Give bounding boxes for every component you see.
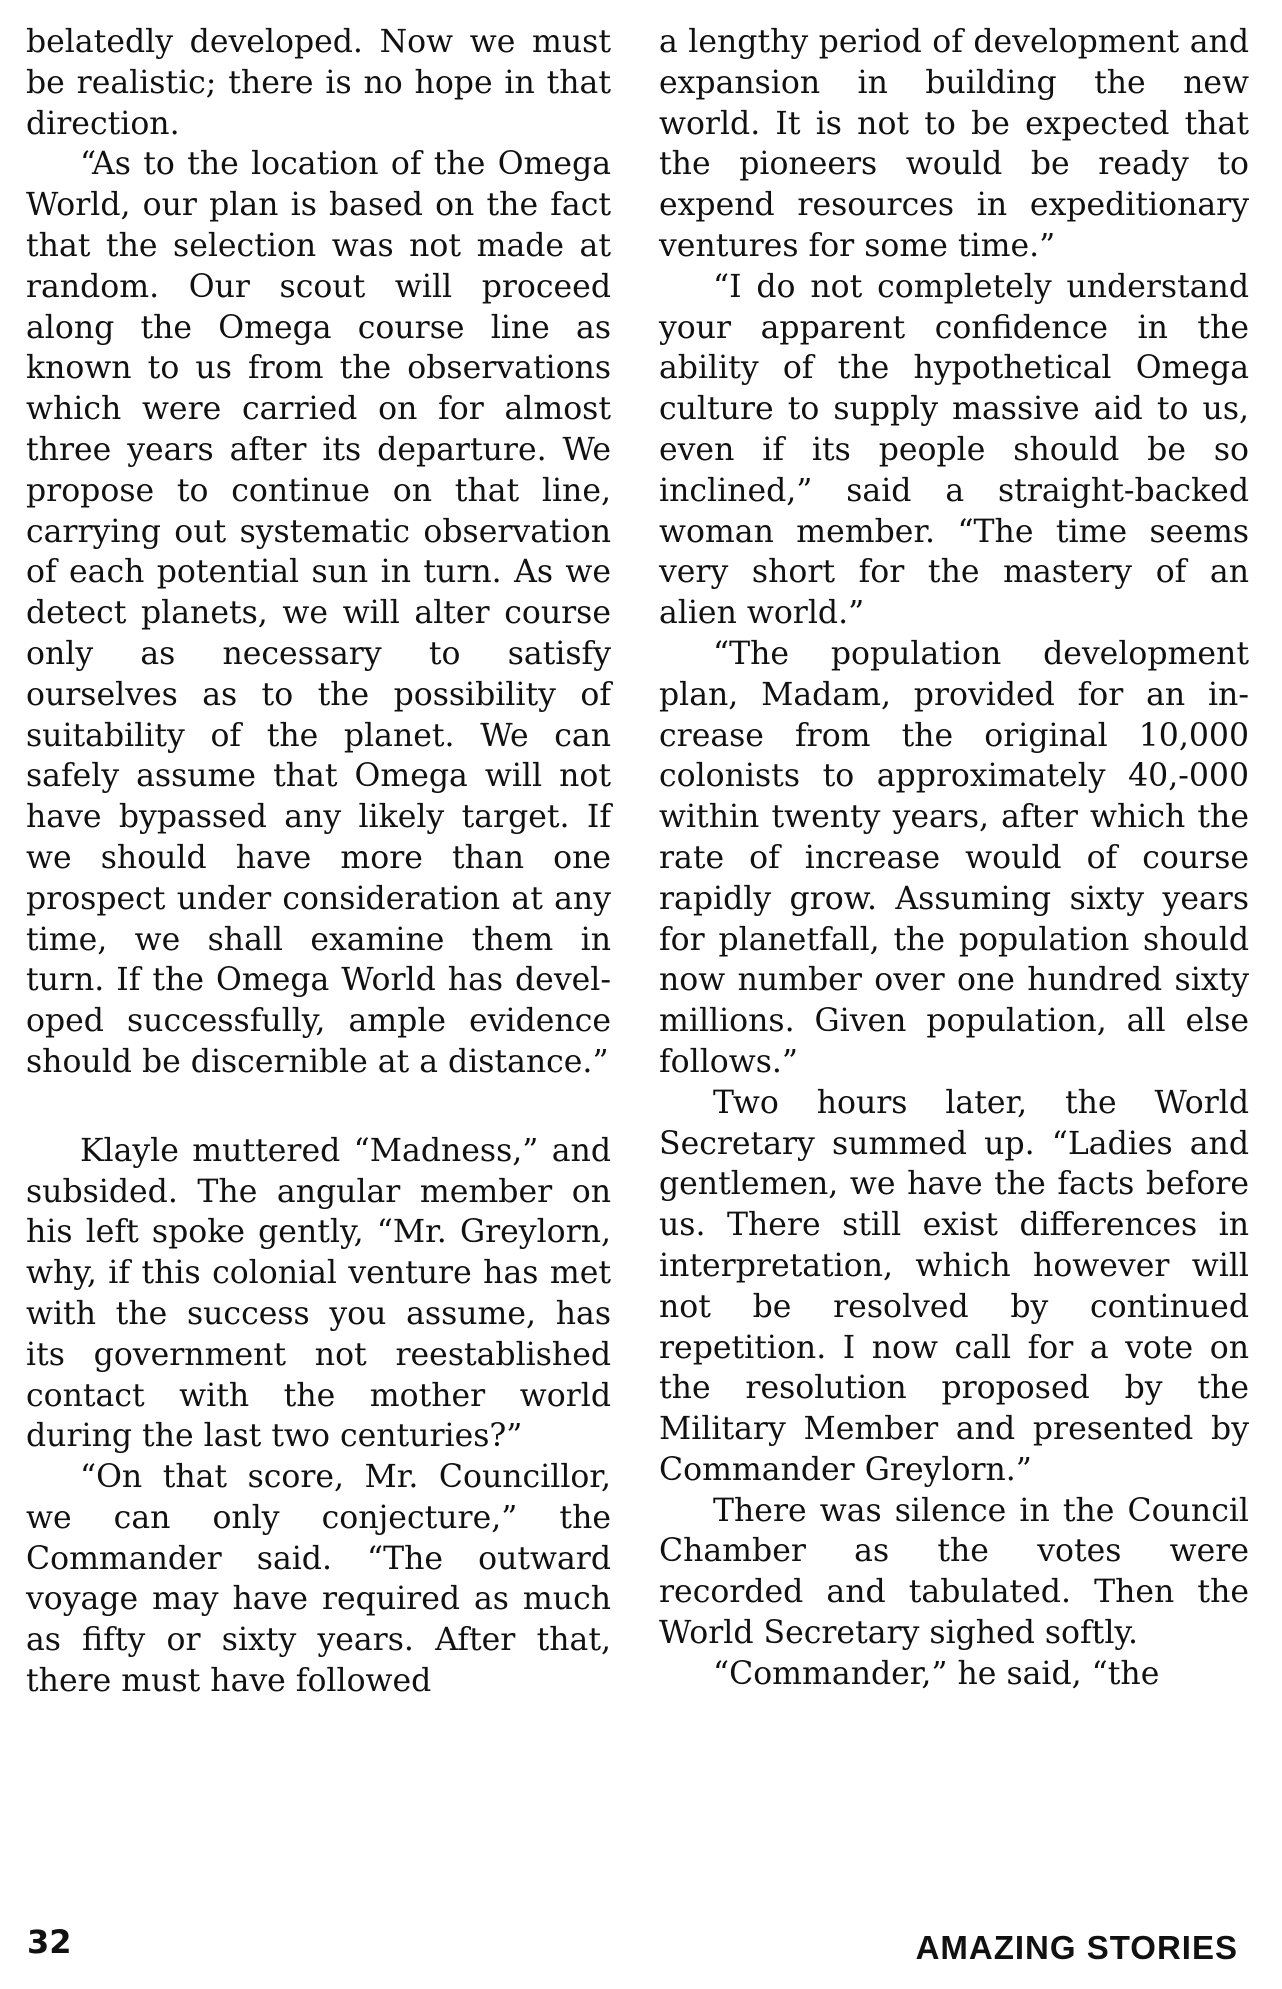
paragraph: “I do not completely understand your apparent confidence in the ability of the hypothetical Omega culture to supply massive aid to us, even if its people should be so inclined,” said a straight-backed woman member. “The time seems very short for the mastery of an alien world.” [659, 268, 1249, 632]
paragraph: There was silence in the Council Chamber as the votes were recorded and tabulated. Then the World Secretary sighed softly. [659, 1492, 1249, 1652]
paragraph: “Commander,” he said, “the [713, 1655, 1160, 1692]
paragraph: “As to the location of the Omega World, our plan is based on the fact that the selection was not made at random. Our scout will proceed along the Omega course line as known to us from the observations which were carried on for almost three years after its departure. We propose to continue on that line, carrying out systematic observation of each potential sun in turn. As we detect planets, we will alter course only as necessary to satisfy ourselves as to the possibility of suitability of the planet. We can safely assume that Omega will not have bypassed any likely target. If we should have more than one prospect under consideration at any time, we shall examine them in turn. If the Omega World has developed successfully, ample evidence should be discernible at a distance.” [26, 146, 611, 1080]
paragraph: Klayle muttered “Madness,” and subsided. The angular member on his left spoke gently, “Mr. Greylorn, why, if this colonial venture has met with the success you assume, has its government not reestablished contact with the mother world during the last two centuries?” [26, 1132, 611, 1455]
left-text-column [26, 22, 611, 1702]
page-number: 32 [27, 1923, 72, 1961]
right-text-column [659, 22, 1249, 1695]
paragraph: “The population development plan, Madam, provided for an increase from the original 10,000 colonists to approximately 40,-000 within twenty years, after which the rate of increase would of course rapidly grow. Assuming sixty years for planetfall, the population should now number over one hundred sixty millions. Given population, all else follows.” [659, 635, 1249, 1080]
paragraph: Two hours later, the World Secretary summed up. “Ladies and gentlemen, we have the facts before us. There still exist differences in interpretation, which however will not be resolved by continued repetition. I now call for a vote on the resolution proposed by the Military Member and presented by Commander Greylorn.” [659, 1084, 1249, 1488]
paragraph: a lengthy period of development and expansion in building the new world. It is not to be expected that the pioneers would be ready to expend resources in expeditionary ventures for some time.” [659, 24, 1249, 264]
magazine-title: AMAZING STORIES [915, 1929, 1238, 1966]
paragraph: “On that score, Mr. Councillor, we can only conjecture,” the Commander said. “The outward voyage may have required as much as fifty or sixty years. After that, there must have followed [26, 1459, 611, 1700]
paragraph: belatedly developed. Now we must be realistic; there is no hope in that direction. [26, 24, 611, 142]
